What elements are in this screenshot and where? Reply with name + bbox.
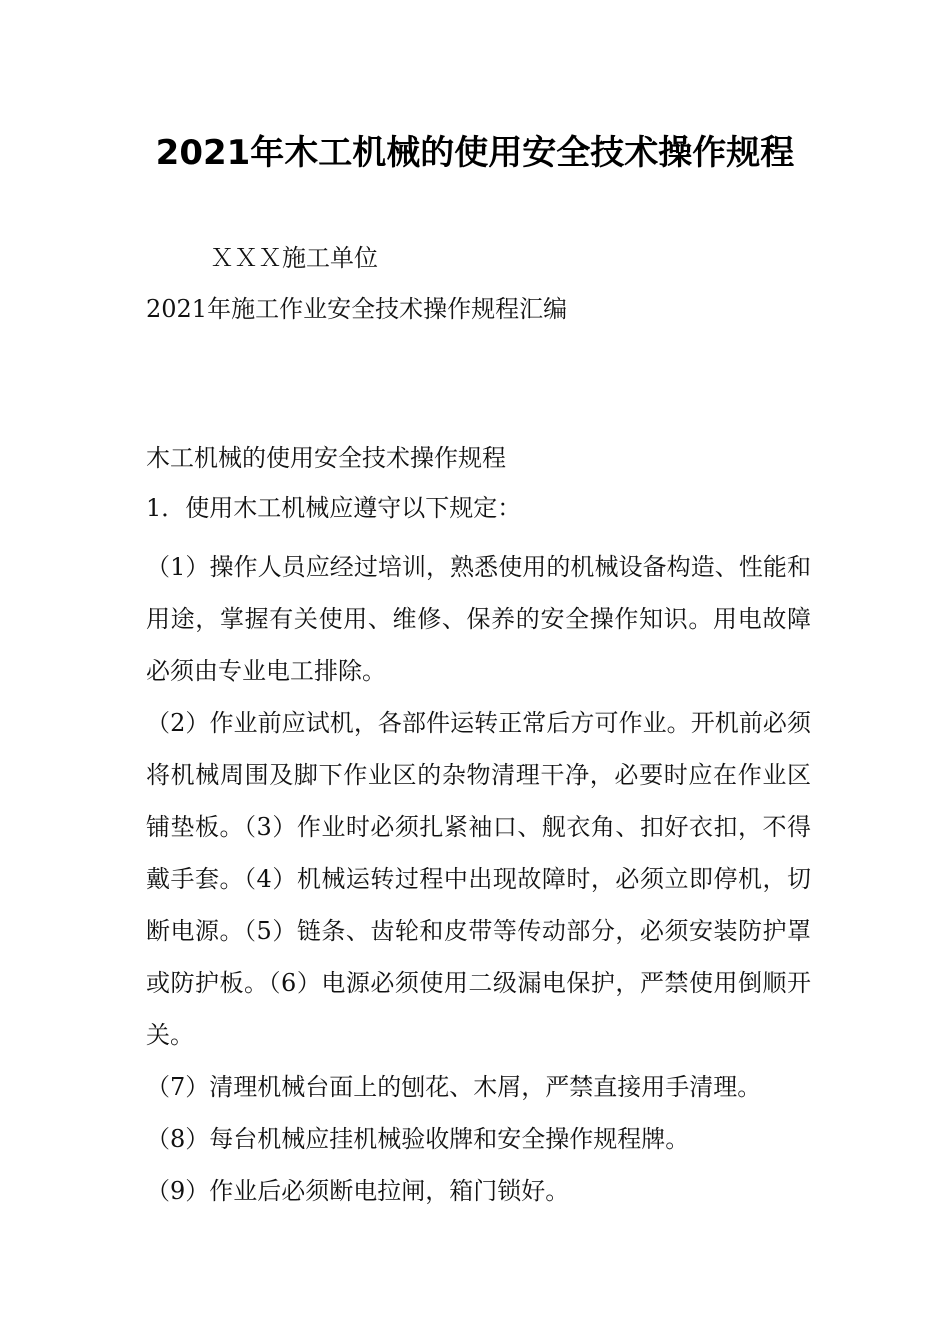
paragraph-item-7: （7）清理机械台面上的刨花、木屑，严禁直接用手清理。 xyxy=(146,1073,762,1101)
document-title: 2021年木工机械的使用安全技术操作规程 xyxy=(155,133,795,173)
document-body xyxy=(146,491,811,1217)
paragraph-item-8: （8）每台机械应挂机械验收牌和安全操作规程牌。 xyxy=(146,1125,690,1153)
document-subtitle: 2021年施工作业安全技术操作规程汇编 xyxy=(146,295,568,323)
paragraph-item-9: （9）作业后必须断电拉闸，箱门锁好。 xyxy=(146,1177,570,1205)
paragraph-item-1: （1）操作人员应经过培训，熟悉使用的机械设备构造、性能和用途，掌握有关使用、维修、保养的安全操作知识。用电故障必须由专业电工排除。 xyxy=(146,553,811,685)
paragraph-rule-1: 1．使用木工机械应遵守以下规定： xyxy=(146,494,522,522)
paragraph-items-2-6: （2）作业前应试机，各部件运转正常后方可作业。开机前必须将机械周围及脚下作业区的杂物清理干净，必要时应在作业区铺垫板。（3）作业时必须扎紧袖口、舰衣角、扣好衣扣，不得戴手套。（4）机械运转过程中出现故障时，必须立即停机，切断电源。（5）链条、齿轮和皮带等传动部分，必须安装防护罩或防护板。（6）电源必须使用二级漏电保护，严禁使用倒顺开关。 xyxy=(146,709,811,1049)
section-title: 木工机械的使用安全技术操作规程 xyxy=(146,444,506,472)
construction-unit: ＸＸＸ施工单位 xyxy=(210,244,378,272)
